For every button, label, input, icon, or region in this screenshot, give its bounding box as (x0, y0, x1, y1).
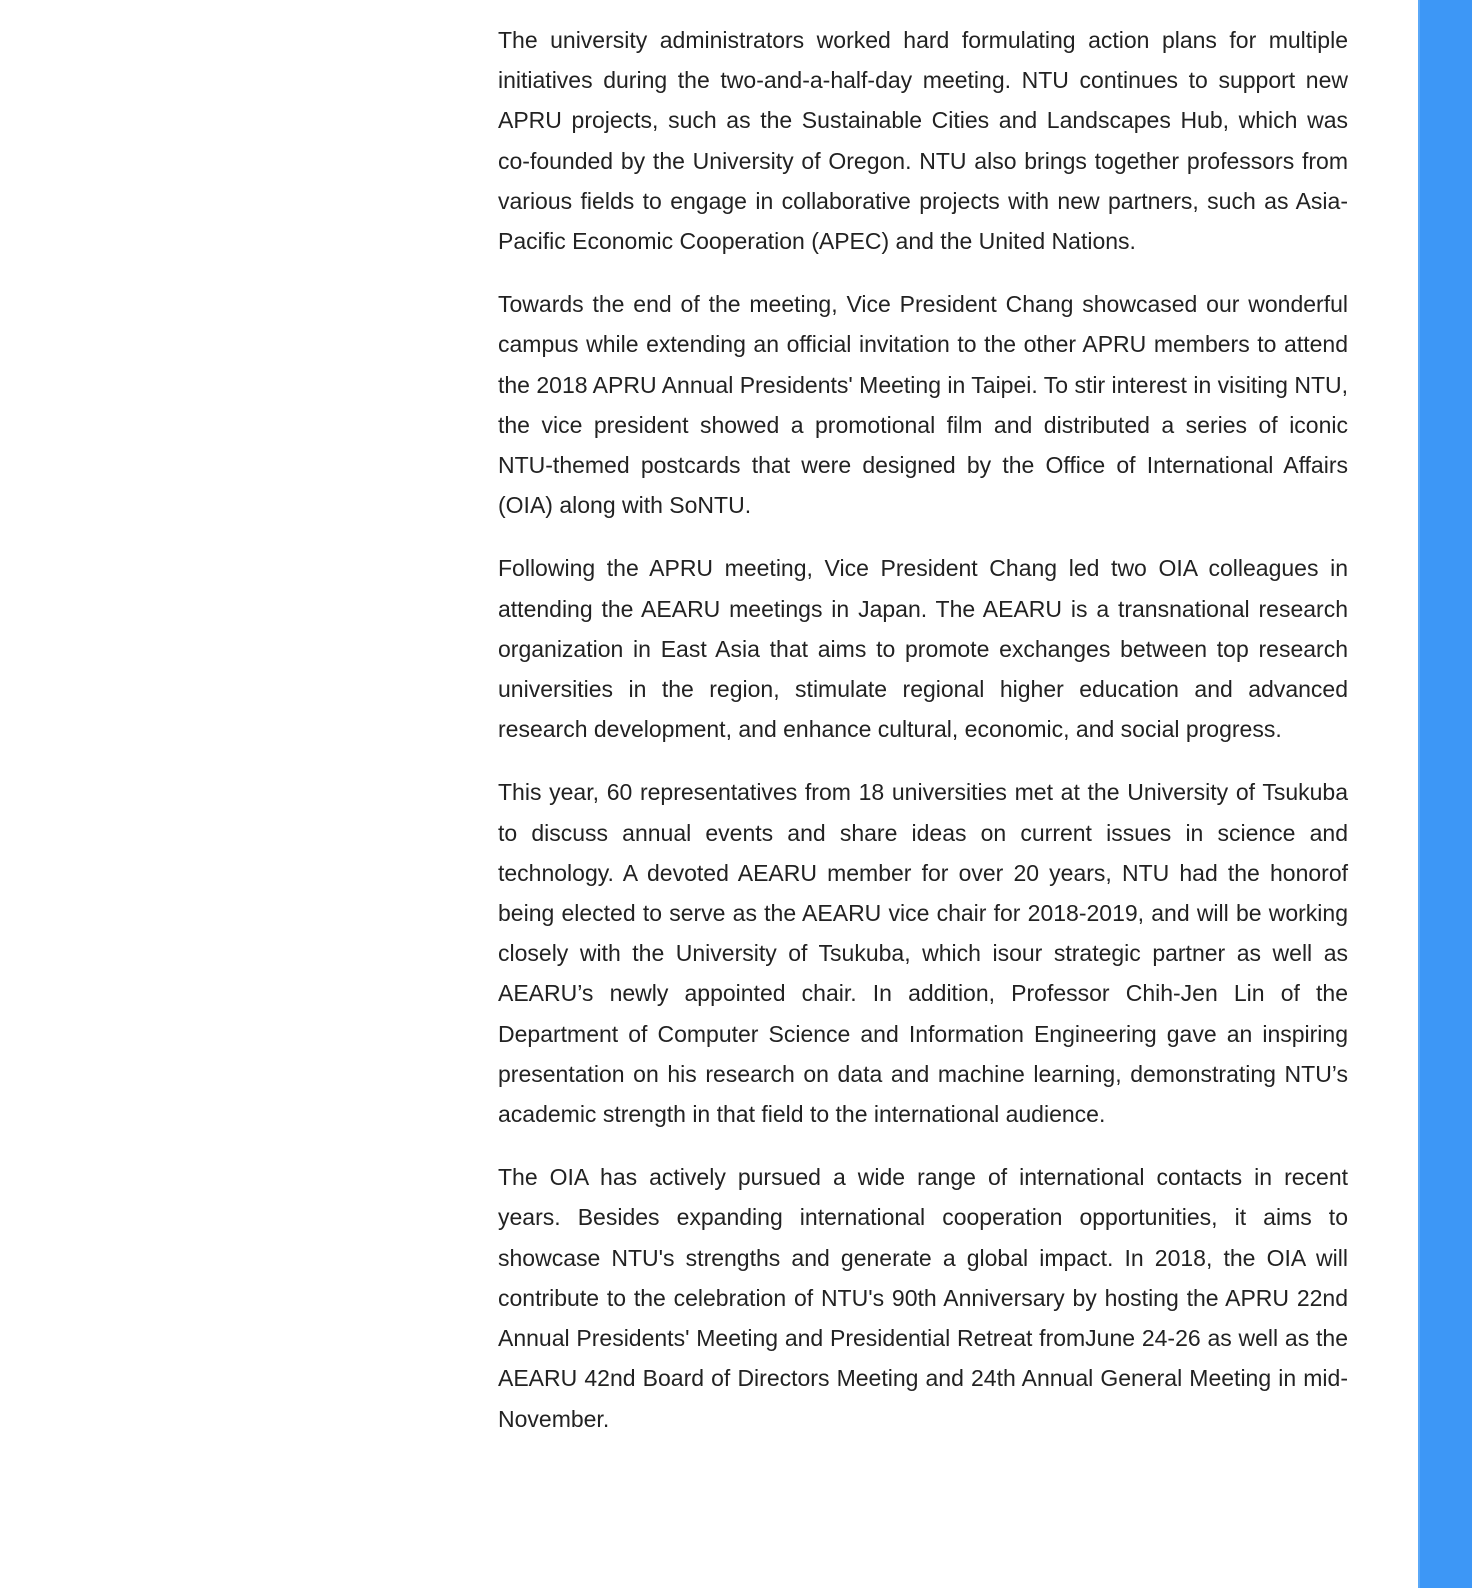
article-paragraph: This year, 60 representatives from 18 universities met at the University of Tsukuba to discuss annual events and share ideas on current issues in science and technology. A devoted AEARU member for over 20 years, NTU had the honorof being elected to serve as the AEARU vice chair for 2018-2019, and will be working closely with the University of Tsukuba, which isour strategic partner as well as AEARU’s newly appointed chair. In addition, Professor Chih-Jen Lin of the Department of Computer Science and Information Engineering gave an inspiring presentation on his research on data and machine learning, demonstrating NTU’s academic strength in that field to the international audience. (498, 779, 1348, 1128)
article-paragraph: The OIA has actively pursued a wide range of international contacts in recent years. Besides expanding international cooperation opportunities, it aims to showcase NTU's strengths and generate a global impact. In 2018, the OIA will contribute to the celebration of NTU's 90th Anniversary by hosting the APRU 22nd Annual Presidents' Meeting and Presidential Retreat fromJune 24-26 as well as the AEARU 42nd Board of Directors Meeting and 24th Annual General Meeting in mid-November. (498, 1164, 1348, 1432)
side-panel-edge (1418, 0, 1420, 1588)
article-paragraph: Following the APRU meeting, Vice President Chang led two OIA colleagues in attending the AEARU meetings in Japan. The AEARU is a transnational research organization in East Asia that aims to promote exchanges between top research universities in the region, stimulate regional higher education and advanced research development, and enhance cultural, economic, and social progress. (498, 555, 1348, 743)
side-panel-bar (1418, 0, 1472, 1588)
article-paragraph: Towards the end of the meeting, Vice President Chang showcased our wonderful campus while extending an official invitation to the other APRU members to attend the 2018 APRU Annual Presidents' Meeting in Taipei. To stir interest in visiting NTU, the vice president showed a promotional film and distributed a series of iconic NTU-themed postcards that were designed by the Office of International Affairs (OIA) along with SoNTU. (498, 291, 1348, 519)
article-body (498, 20, 1348, 1462)
article-paragraph: The university administrators worked hard formulating action plans for multiple initiatives during the two-and-a-half-day meeting. NTU continues to support new APRU projects, such as the Sustainable Cities and Landscapes Hub, which was co-founded by the University of Oregon. NTU also brings together professors from various fields to engage in collaborative projects with new partners, such as Asia-Pacific Economic Cooperation (APEC) and the United Nations. (498, 27, 1348, 255)
